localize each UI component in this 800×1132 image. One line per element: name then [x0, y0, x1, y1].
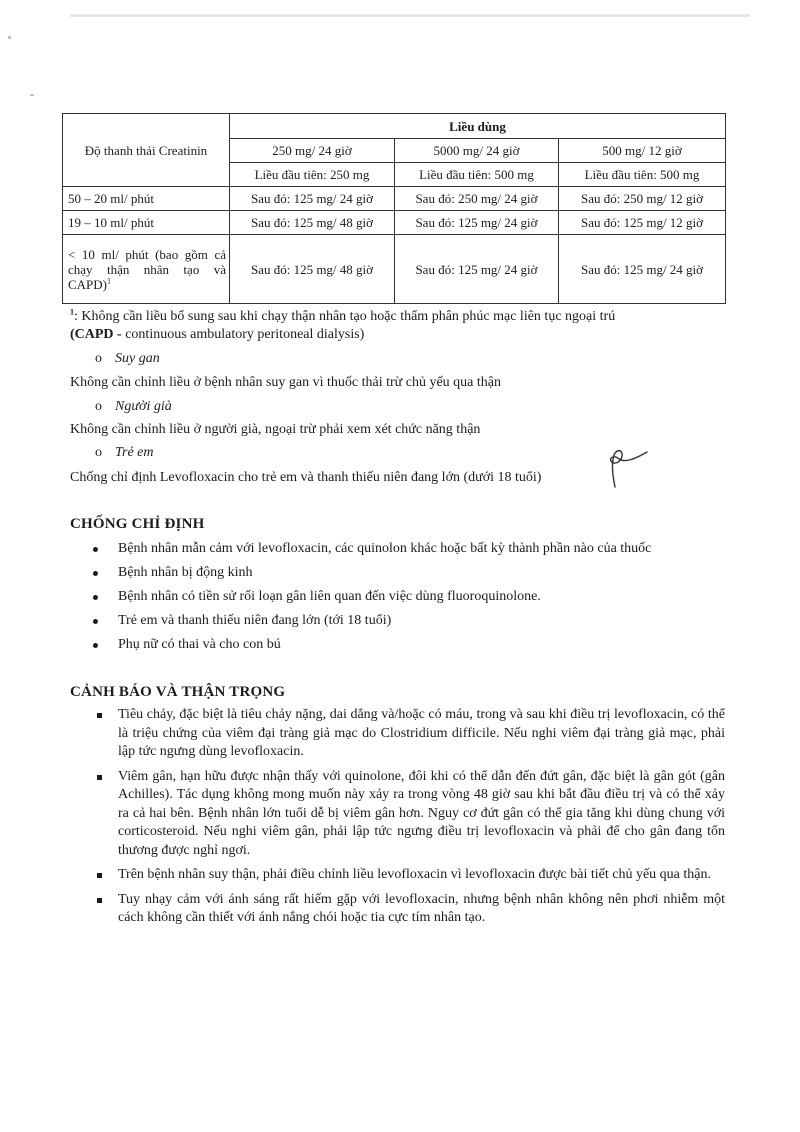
- scan-artifact: [8, 36, 11, 39]
- dose-cell: Sau đó: 125 mg/ 48 giờ: [230, 235, 395, 304]
- subsection-text: Chống chỉ định Levofloxacin cho trẻ em và thanh thiếu niên đang lớn (dưới 18 tuổi): [70, 470, 542, 485]
- section-heading-contraindications: CHỐNG CHỈ ĐỊNH: [70, 516, 205, 532]
- list-item: [70, 891, 725, 928]
- dose-cell: Sau đó: 125 mg/ 48 giờ: [230, 211, 395, 235]
- square-bullet-icon: [97, 775, 102, 780]
- bullet-dot-icon: [93, 547, 98, 552]
- bullet-dot-icon: [93, 595, 98, 600]
- footnote-abbr-expansion: continuous ambulatory peritoneal dialysis): [125, 327, 365, 342]
- dose-cell: Sau đó: 250 mg/ 24 giờ: [395, 187, 559, 211]
- contraindications-list: [70, 537, 730, 657]
- initial-dose-cell: Liều đầu tiên: 500 mg: [395, 163, 559, 187]
- list-item: [70, 706, 725, 762]
- list-item-text: Trên bệnh nhân suy thận, phải điều chỉnh liều levofloxacin vì levofloxacin được bài tiết chủ yếu qua thận.: [118, 867, 711, 882]
- footnote-ref: 1: [107, 276, 112, 286]
- list-item-text: Tiêu chảy, đặc biệt là tiêu chảy nặng, dai dẳng và/hoặc có máu, trong và sau khi điều trị levofloxacin, có thể là triệu chứng của viêm đại tràng giả mạc do Clostridium difficile. Nếu nghi viêm đại tràng giả mạc, phải lập tức ngưng dùng levofloxacin.: [118, 707, 725, 759]
- footnote-text: : Không cần liều bổ sung sau khi chạy thận nhân tạo hoặc thẩm phân phúc mạc liên tục ngoại trú: [74, 309, 616, 324]
- clearance-cell: [63, 235, 230, 304]
- dose-cell: Sau đó: 125 mg/ 24 giờ: [395, 211, 559, 235]
- scan-artifact: [30, 94, 34, 96]
- list-item-text: Bệnh nhân có tiền sử rối loạn gân liên quan đến việc dùng fluoroquinolone.: [118, 589, 541, 604]
- warnings-list: [70, 706, 725, 934]
- list-item: [70, 609, 730, 633]
- dose-cell: Sau đó: 125 mg/ 24 giờ: [230, 187, 395, 211]
- list-item: [70, 768, 725, 861]
- dosage-table: [62, 113, 726, 304]
- initial-dose-cell: Liều đầu tiên: 500 mg: [559, 163, 726, 187]
- square-bullet-icon: [97, 713, 102, 718]
- initial-dose-cell: Liều đầu tiên: 250 mg: [230, 163, 395, 187]
- list-item: [70, 633, 730, 657]
- subsection-text: Không cần chỉnh liều ở người già, ngoại trừ phải xem xét chức năng thận: [70, 422, 481, 437]
- footnote-marker: 1: [70, 307, 74, 317]
- square-bullet-icon: [97, 898, 102, 903]
- table-row: [63, 211, 726, 235]
- list-item-text: Viêm gân, hạn hữu được nhận thấy với quinolone, đôi khi có thể dẫn đến đứt gân, đặc biệt là gân gót (gân Achilles). Tác dụng không mong muốn này xảy ra trong vòng 48 giờ sau khi bắt đầu điều trị và có thể xảy ra cả hai bên. Bệnh nhân lớn tuổi dễ bị viêm gân hơn. Nguy cơ đứt gân có thể gia tăng khi dùng chung với corticosteroid. Nếu nghi viêm gân, phải lập tức ngưng điều trị levofloxacin và phải để cho gân đang tổn thương được nghỉ ngơi.: [118, 768, 725, 858]
- subsection-title-liver: [95, 350, 160, 368]
- subsection-title: Người già: [115, 399, 172, 414]
- list-item: [70, 561, 730, 585]
- creatinine-clearance-header: Độ thanh thải Creatinin: [63, 114, 230, 187]
- dosage-group-header: Liều dùng: [230, 114, 726, 139]
- dose-cell: Sau đó: 250 mg/ 12 giờ: [559, 187, 726, 211]
- list-item-text: Bệnh nhân mẫn cảm với levofloxacin, các quinolon khác hoặc bất kỳ thành phần nào của thuốc: [118, 541, 652, 556]
- dose-cell: Sau đó: 125 mg/ 24 giờ: [395, 235, 559, 304]
- list-item: [70, 537, 730, 561]
- dose-cell: Sau đó: 125 mg/ 12 giờ: [559, 211, 726, 235]
- bullet-dot-icon: [93, 619, 98, 624]
- list-item-text: Tuy nhạy cảm với ánh sáng rất hiếm gặp với levofloxacin, nhưng bệnh nhân không nên phơi nhiễm một cách không cần thiết với ánh nắng chói hoặc tia cực tím nhân tạo.: [118, 891, 725, 925]
- list-item-text: Bệnh nhân bị động kinh: [118, 565, 253, 580]
- clearance-cell: 19 – 10 ml/ phút: [63, 211, 230, 235]
- regimen-header: 500 mg/ 12 giờ: [559, 139, 726, 163]
- clearance-cell: 50 – 20 ml/ phút: [63, 187, 230, 211]
- clearance-text: < 10 ml/ phút (bao gồm cả chạy thận nhân tạo và CAPD): [68, 246, 226, 292]
- bullet-dot-icon: [93, 643, 98, 648]
- regimen-header: 250 mg/ 24 giờ: [230, 139, 395, 163]
- scan-artifact: [70, 14, 750, 17]
- subsection-title: Suy gan: [115, 351, 160, 366]
- list-item-text: Trẻ em và thanh thiếu niên đang lớn (tới 18 tuổi): [118, 613, 392, 628]
- table-footnote: [70, 308, 740, 344]
- subsection-text: Không cần chỉnh liều ở bệnh nhân suy gan vì thuốc thải trừ chủ yếu qua thận: [70, 375, 501, 390]
- dose-cell: Sau đó: 125 mg/ 24 giờ: [559, 235, 726, 304]
- subsection-title: Trẻ em: [115, 445, 154, 460]
- bullet-dot-icon: [93, 571, 98, 576]
- circle-bullet-icon: o: [95, 445, 102, 460]
- regimen-header: 5000 mg/ 24 giờ: [395, 139, 559, 163]
- circle-bullet-icon: o: [95, 399, 102, 414]
- table-row: [63, 235, 726, 304]
- list-item: [70, 866, 725, 885]
- table-row: [63, 187, 726, 211]
- section-heading-warnings: CẢNH BÁO VÀ THẬN TRỌNG: [70, 684, 286, 700]
- subsection-title-elderly: [95, 398, 172, 416]
- handwritten-initial-icon: [603, 447, 653, 489]
- subsection-title-children: [95, 444, 154, 462]
- list-item: [70, 585, 730, 609]
- list-item-text: Phụ nữ có thai và cho con bú: [118, 637, 281, 652]
- circle-bullet-icon: o: [95, 351, 102, 366]
- footnote-abbr: (CAPD -: [70, 327, 126, 342]
- square-bullet-icon: [97, 873, 102, 878]
